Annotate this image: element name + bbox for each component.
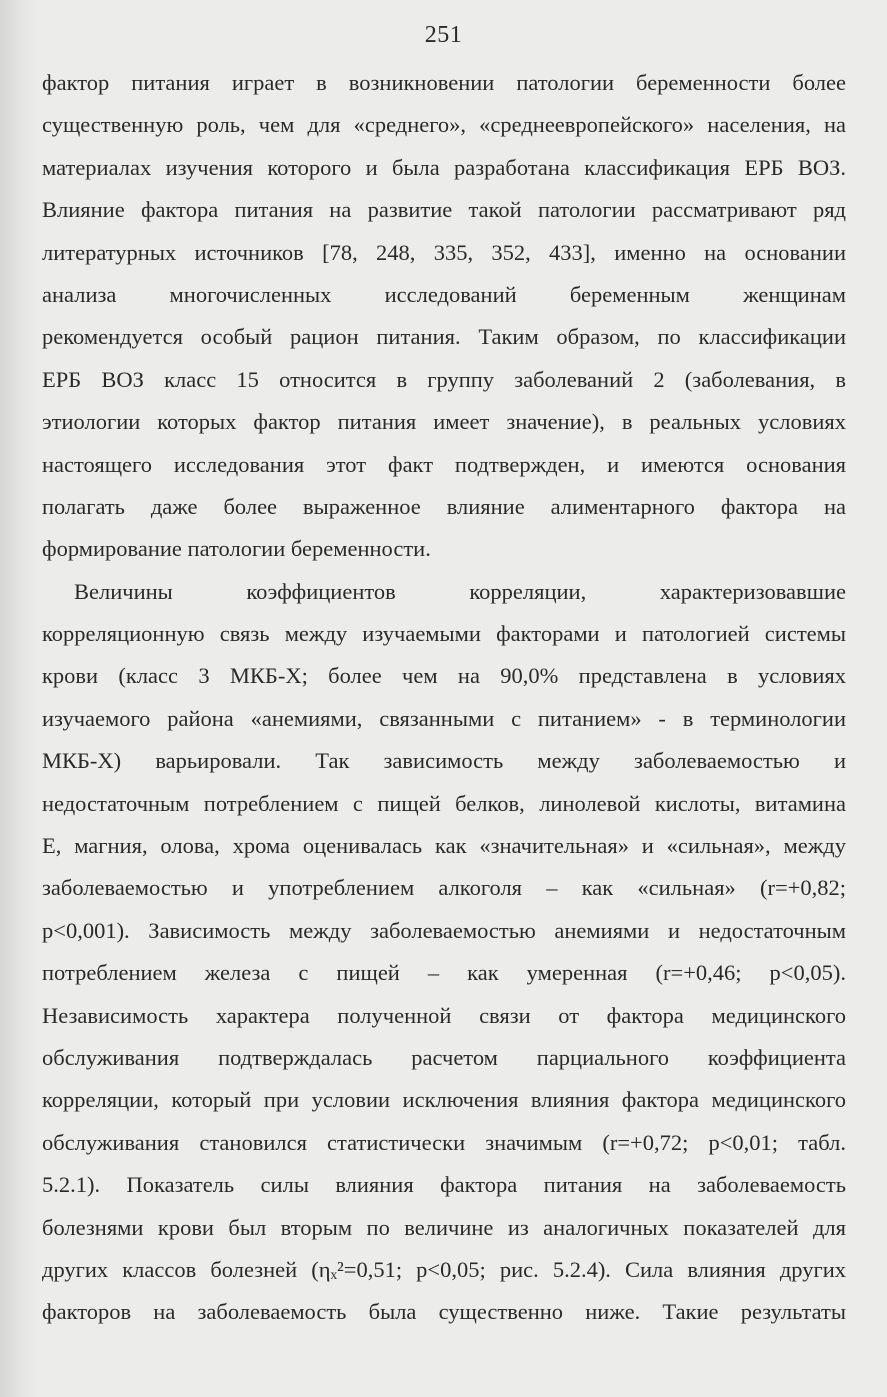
text-line: заболеваемостью и употреблением алкоголя – как «сильная» (r=+0,82; (42, 875, 846, 901)
text-line: крови (класс 3 МКБ-Х; более чем на 90,0% представлена в условиях (42, 663, 846, 689)
text-line: этиологии которых фактор питания имеет значение), в реальных условиях (42, 409, 846, 435)
page-number: 251 (424, 22, 463, 48)
text-line: фактор питания играет в возникновении патологии беременности более (42, 70, 846, 95)
text-line: анализа многочисленных исследований беременным женщинам (42, 281, 846, 307)
text-line: рекомендуется особый рацион питания. Таким образом, по классификации (42, 324, 846, 350)
text-line: недостаточным потреблением с пищей белков, линолевой кислоты, витамина (42, 790, 846, 816)
text-line: корреляционную связь между изучаемыми факторами и патологией системы (42, 621, 846, 647)
text-line: Величины коэффициентов корреляции, характеризовавшие (74, 578, 846, 604)
text-line: МКБ-Х) варьировали. Так зависимость между заболеваемостью и (42, 748, 846, 774)
text-line: ЕРБ ВОЗ класс 15 относится в группу заболеваний 2 (заболевания, в (42, 366, 846, 392)
text-line: изучаемого района «анемиями, связанными с питанием» - в терминологии (42, 705, 846, 731)
text-line: обслуживания подтверждалась расчетом парциального коэффициента (42, 1044, 846, 1070)
text-line: Влияние фактора питания на развитие такой патологии рассматривают ряд (42, 197, 846, 223)
text-line: потреблением железа с пищей – как умеренная (r=+0,46; p<0,05). (42, 960, 846, 986)
page-edge-shadow (0, 0, 40, 1397)
text-line: других классов болезней (ηₓ²=0,51; p<0,05; рис. 5.2.4). Сила влияния других (42, 1256, 846, 1282)
text-line: факторов на заболеваемость была существенно ниже. Такие результаты (42, 1299, 846, 1325)
text-line: настоящего исследования этот факт подтвержден, и имеются основания (42, 451, 846, 477)
text-line: Независимость характера полученной связи от фактора медицинского (42, 1002, 846, 1028)
text-line: литературных источников [78, 248, 335, 352, 433], именно на основании (42, 239, 846, 265)
text-line: материалах изучения которого и была разработана классификация ЕРБ ВОЗ. (42, 154, 846, 180)
document-body (42, 62, 846, 1334)
text-line: p<0,001). Зависимость между заболеваемостью анемиями и недостаточным (42, 917, 846, 943)
text-line: полагать даже более выраженное влияние алиментарного фактора на (42, 493, 846, 519)
text-line: существенную роль, чем для «среднего», «среднеевропейского» населения, на (42, 112, 846, 138)
text-line: болезнями крови был вторым по величине из аналогичных показателей для (42, 1214, 846, 1240)
text-line: обслуживания становился статистически значимым (r=+0,72; p<0,01; табл. (42, 1129, 846, 1155)
text-line: 5.2.1). Показатель силы влияния фактора питания на заболеваемость (42, 1172, 846, 1198)
text-line: корреляции, который при условии исключения влияния фактора медицинского (42, 1087, 846, 1113)
text-line: Е, магния, олова, хрома оценивалась как «значительная» и «сильная», между (42, 833, 846, 859)
text-line: формирование патологии беременности. (42, 536, 431, 562)
